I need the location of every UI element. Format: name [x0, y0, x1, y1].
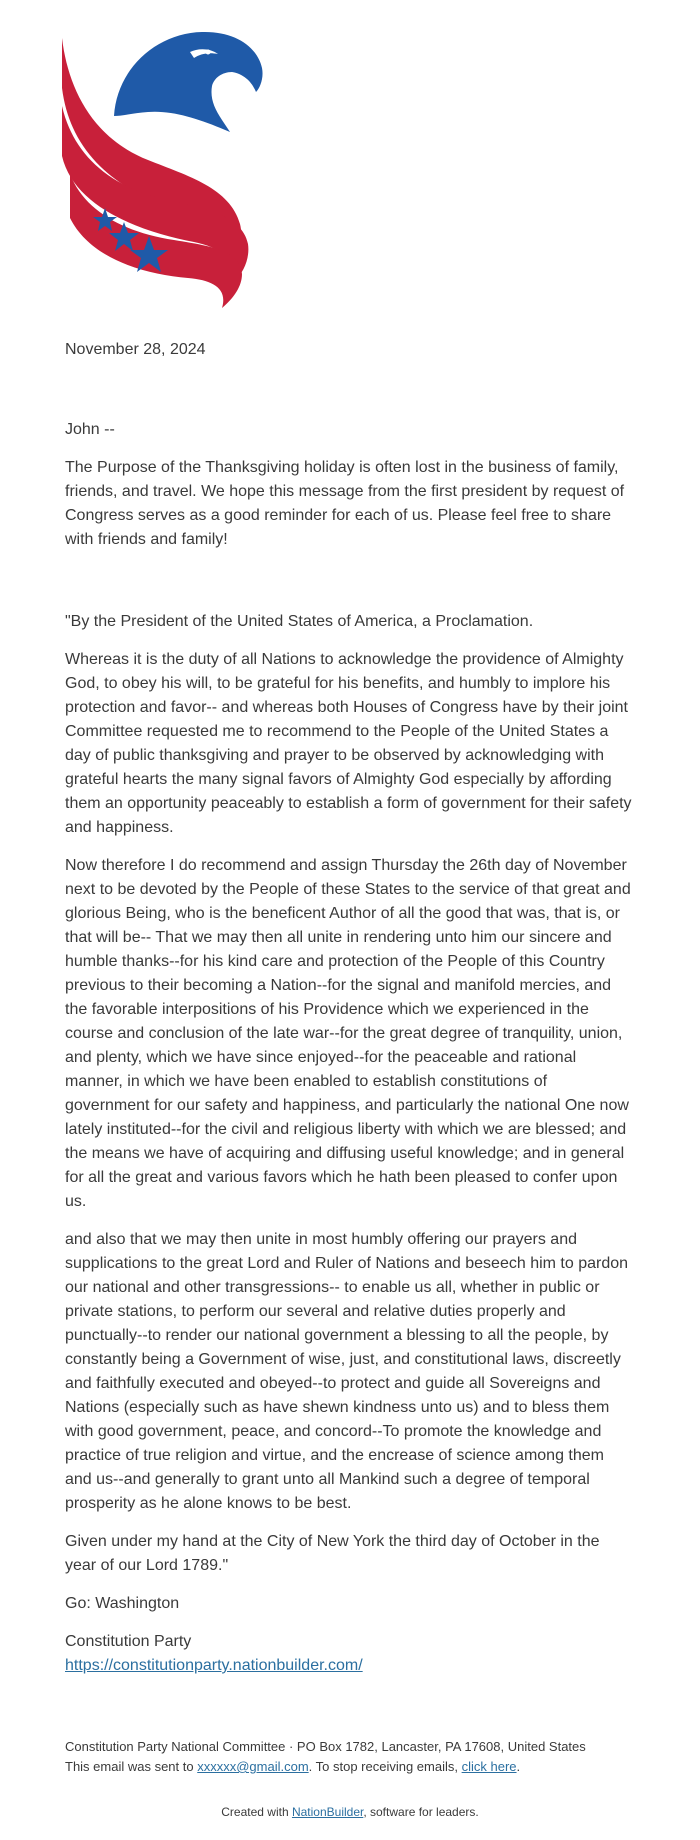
greeting: John -- [65, 421, 115, 438]
created-prefix: Created with [221, 1805, 292, 1819]
eagle-flag-logo [62, 28, 292, 313]
signature: Go: Washington [65, 1595, 180, 1612]
proclamation-title: "By the President of the United States of America, a Proclamation. [65, 613, 534, 630]
created-suffix: , software for leaders. [363, 1805, 479, 1819]
footer-address: Constitution Party National Committee · PO Box 1782, Lancaster, PA 17608, United States [65, 1739, 586, 1754]
proclamation-paragraph-3: and also that we may then unite in most humbly offering our prayers and supplications to the great Lord and Ruler of Nations and beseech him to pardon our national and other transgressions-- to enable us all, whether in public or private stations, to perform our several and relative duties properly and punctually--to render our national government a blessing to all the people, by constantly being a Government of wise, just, and constitutional laws, discreetly and faithfully executed and obeyed--to protect and guide all Sovereigns and Nations (especially such as have shewn kindness unto us) and to bless them with good government, peace, and concord--To promote the knowledge and practice of true religion and virtue, and the encrease of science among them and us--and generally to grant unto all Mankind such a degree of temporal prosperity as he alone knows to be best. [65, 1231, 629, 1512]
proclamation-paragraph-4: Given under my hand at the City of New York the third day of October in the year of our Lord 1789." [65, 1533, 600, 1574]
org-name: Constitution Party [65, 1633, 192, 1650]
email-date: November 28, 2024 [65, 341, 206, 358]
email-body [65, 418, 635, 1678]
footer-sent-line [65, 1757, 645, 1777]
created-with-line [0, 1805, 700, 1819]
recipient-email-link[interactable]: xxxxxx@gmail.com [197, 1759, 309, 1774]
org-block [65, 1630, 635, 1678]
sent-suffix: . [516, 1759, 521, 1774]
proclamation-paragraph-2: Now therefore I do recommend and assign Thursday the 26th day of November next to be devoted by the People of these States to the service of that great and glorious Being, who is the beneficent Author of all the good that was, that is, or that will be-- That we may then all unite in rendering unto him our sincere and humble thanks--for his kind care and protection of the People of this Country previous to their becoming a Nation--for the signal and manifold mercies, and the favorable interpositions of his Providence which we experienced in the course and conclusion of the late war--for the great degree of tranquility, union, and plenty, which we have since enjoyed--for the peaceable and rational manner, in which we have been enabled to establish constitutions of government for our safety and happiness, and particularly the national One now lately instituted--for the civil and religious liberty with which we are blessed; and the means we have of acquiring and diffusing useful knowledge; and in general for all the great and various favors which he hath been pleased to confer upon us. [65, 857, 631, 1210]
intro-paragraph: The Purpose of the Thanksgiving holiday is often lost in the business of family, friends, and travel. We hope this message from the first president by request of Congress serves as a good reminder for each of us. Please feel free to share with friends and family! [65, 459, 625, 548]
sent-mid: . To stop receiving emails, [308, 1759, 462, 1774]
footer [65, 1737, 645, 1777]
spacer [65, 566, 635, 610]
proclamation-paragraph-1: Whereas it is the duty of all Nations to acknowledge the providence of Almighty God, to obey his will, to be grateful for his benefits, and humbly to implore his protection and favor-- and whereas both Houses of Congress have by their joint Committee requested me to recommend to the People of the United States a day of public thanksgiving and prayer to be observed by acknowledging with grateful hearts the many signal favors of Almighty God especially by affording them an opportunity peaceably to establish a form of government for their safety and happiness. [65, 651, 632, 836]
org-website-link[interactable]: https://constitutionparty.nationbuilder.com/ [65, 1657, 363, 1674]
sent-prefix: This email was sent to [65, 1759, 198, 1774]
nationbuilder-link[interactable]: NationBuilder [291, 1805, 364, 1819]
unsubscribe-link[interactable]: click here [461, 1759, 517, 1774]
